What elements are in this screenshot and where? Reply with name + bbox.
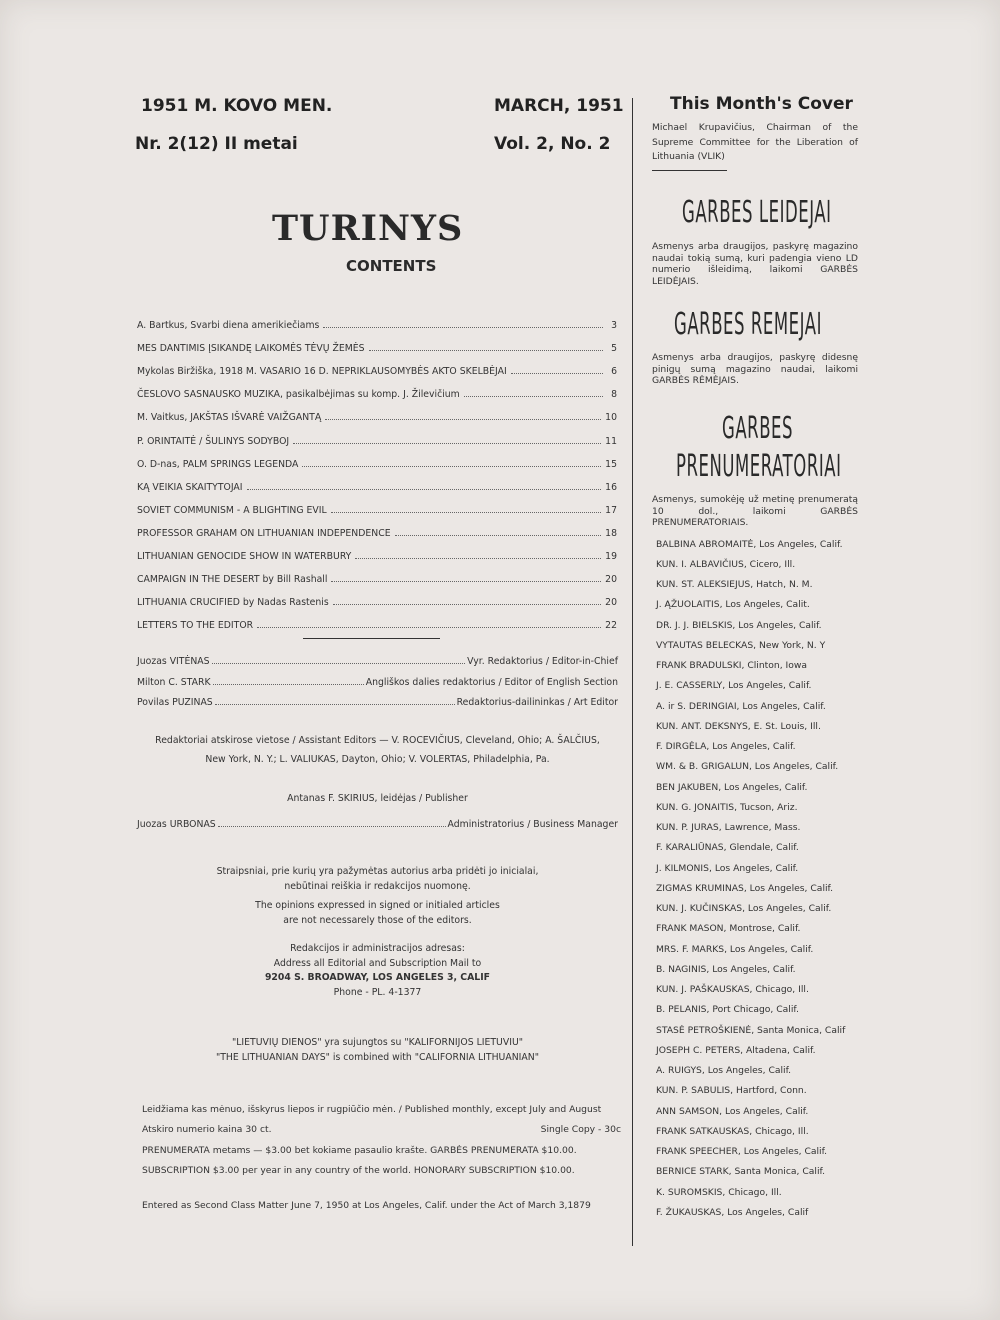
list-item: J. ĄŽUOLAITIS, Los Angeles, Calit. — [656, 599, 810, 611]
toc-title: CAMPAIGN IN THE DESERT by Bill Rashall — [137, 574, 328, 586]
section-divider — [303, 638, 440, 639]
leader-dots — [257, 627, 601, 628]
list-item: FRANK SPEECHER, Los Angeles, Calif. — [656, 1146, 828, 1158]
toc-title: SOVIET COMMUNISM - A BLIGHTING EVIL — [137, 504, 327, 516]
list-item: JOSEPH C. PETERS, Altadena, Calif. — [656, 1044, 816, 1056]
list-item: KUN. P. SABULIS, Hartford, Conn. — [656, 1085, 807, 1097]
list-item: KUN. ST. ALEKSIEJUS, Hatch, N. M. — [656, 579, 813, 591]
toc-row — [137, 608, 617, 631]
staff-row-english-editor — [137, 677, 618, 688]
single-copy-row — [142, 1124, 621, 1135]
honor-subscribers-list — [656, 534, 866, 1223]
toc-row — [137, 585, 617, 608]
cover-title: This Month's Cover — [670, 94, 853, 114]
leader-dots — [331, 512, 601, 513]
published-text: Leidžiama kas mėnuo, išskyrus liepos ir rugpiūčio mėn. / Published monthly, except July and August — [142, 1104, 602, 1115]
toc-row — [137, 400, 617, 423]
honor-publishers-heading: GARBES LEIDEJAI — [682, 195, 832, 230]
date-english: MARCH, 1951 — [494, 96, 624, 116]
disclaimer-lithuanian — [137, 865, 618, 894]
leader-dots — [293, 443, 601, 444]
toc-row — [137, 377, 617, 400]
toc-row — [137, 354, 617, 377]
list-item: KUN. G. JONAITIS, Tucson, Ariz. — [656, 801, 798, 813]
staff-name: Povilas PUZINAS — [137, 697, 213, 708]
honor-supporters-description: Asmenys arba draugijos, paskyrę didesnę pinigų sumą magazino naudai, laikomi GARBĖS RĖMĖJAIS. — [652, 352, 858, 386]
list-item: A. RUIGYS, Los Angeles, Calif. — [656, 1065, 792, 1077]
published-note — [142, 1104, 621, 1115]
column-divider — [632, 98, 633, 1246]
leader-dots — [355, 558, 601, 559]
disclaimer-english — [137, 899, 618, 928]
staff-role: Redaktorius-dailininkas / Art Editor — [456, 697, 618, 708]
prenumerata-text: PRENUMERATA metams — $3.00 bet kokiame pasaulio krašte. GARBĖS PRENUMERATA $10.00. — [142, 1145, 577, 1156]
contents-title: TURINYS — [272, 208, 464, 249]
list-item: B. PELANIS, Port Chicago, Calif. — [656, 1004, 799, 1016]
list-item: KUN. P. JURAS, Lawrence, Mass. — [656, 822, 801, 834]
honor-supporters-heading: GARBES REMEJAI — [674, 307, 822, 342]
toc-row — [137, 447, 617, 470]
leader-dots — [333, 604, 601, 605]
list-item: WM. & B. GRIGALUN, Los Angeles, Calif. — [656, 761, 839, 773]
toc-page-number: 11 — [605, 435, 617, 447]
address-phone: Phone - PL. 4-1377 — [333, 986, 422, 998]
merger-note — [137, 1036, 618, 1065]
list-item: FRANK SATKAUSKAS, Chicago, Ill. — [656, 1125, 809, 1137]
list-item: MRS. F. MARKS, Los Angeles, Calif. — [656, 943, 814, 955]
disclaimer-en-line1: The opinions expressed in signed or initialed articles — [255, 900, 500, 911]
subscription-text: SUBSCRIPTION $3.00 per year in any country of the world. HONORARY SUBSCRIPTION $10.00. — [142, 1165, 575, 1176]
toc-page-number: 20 — [605, 597, 617, 609]
staff-name: Juozas VITĖNAS — [137, 656, 210, 667]
single-copy-lt: Atskiro numerio kaina 30 ct. — [142, 1124, 272, 1135]
issue-lithuanian: Nr. 2(12) II metai — [135, 134, 298, 154]
staff-role: Administratorius / Business Manager — [447, 819, 618, 830]
list-item: BALBINA ABROMAITĖ, Los Angeles, Calif. — [656, 538, 843, 550]
toc-page-number: 17 — [605, 504, 617, 516]
list-item: STASĖ PETROŠKIENĖ, Santa Monica, Calif — [656, 1024, 846, 1036]
toc-page-number: 18 — [605, 527, 617, 539]
toc-page-number: 5 — [611, 343, 617, 355]
toc-row — [137, 539, 617, 562]
disclaimer-lt-line2: nebūtinai reiškia ir redakcijos nuomonę. — [284, 880, 471, 892]
toc-title: LITHUANIA CRUCIFIED by Nadas Rastenis — [137, 597, 329, 609]
toc-page-number: 8 — [611, 389, 617, 401]
leader-dots — [213, 684, 364, 685]
staff-row-business-manager — [137, 819, 618, 830]
staff-row-editor-in-chief — [137, 656, 618, 667]
toc-page-number: 19 — [605, 551, 617, 563]
date-lithuanian: 1951 M. KOVO MEN. — [141, 96, 333, 116]
list-item: ANN SAMSON, Los Angeles, Calif. — [656, 1105, 809, 1117]
leader-dots — [218, 826, 446, 827]
leader-dots — [302, 466, 601, 467]
list-item: J. KILMONIS, Los Angeles, Calif. — [656, 862, 799, 874]
toc-page-number: 15 — [605, 458, 617, 470]
toc-title: M. Vaitkus, JAKŠTAS IŠVARĖ VAIŽGANTĄ — [137, 412, 322, 424]
leader-dots — [511, 373, 603, 374]
leader-dots — [325, 419, 601, 420]
toc-title: Mykolas Biržiška, 1918 M. VASARIO 16 D. NEPRIKLAUSOMYBĖS AKTO SKELBĖJAI — [137, 366, 507, 378]
list-item: KUN. I. ALBAVIČIUS, Cicero, Ill. — [656, 558, 796, 570]
merger-lt: "LIETUVIŲ DIENOS" yra sujungtos su "KALIFORNIJOS LIETUVIU" — [231, 1037, 524, 1048]
assistant-editors — [137, 734, 618, 767]
list-item: FRANK BRADULSKI, Clinton, Iowa — [656, 660, 808, 672]
leader-dots — [215, 704, 455, 705]
list-item: BEN JAKUBEN, Los Angeles, Calif. — [656, 781, 808, 793]
contents-subtitle: CONTENTS — [346, 257, 437, 275]
toc-row — [137, 516, 617, 539]
toc-page-number: 16 — [605, 481, 617, 493]
list-item: J. E. CASSERLY, Los Angeles, Calif. — [656, 680, 812, 692]
list-item: ZIGMAS KRUMINAS, Los Angeles, Calif. — [656, 882, 834, 894]
honor-publishers-description: Asmenys arba draugijos, paskyrę magazino naudai tokią sumą, kuri padengia vieno LD numerio išleidimą, laikomi GARBĖS LEIDĖJAIS. — [652, 241, 858, 287]
list-item: VYTAUTAS BELECKAS, New York, N. Y — [656, 639, 826, 651]
toc-title: LITHUANIAN GENOCIDE SHOW IN WATERBURY — [137, 551, 352, 563]
toc-row — [137, 423, 617, 446]
leader-dots — [464, 396, 603, 397]
toc-title: O. D-nas, PALM SPRINGS LEGENDA — [137, 458, 299, 470]
toc-title: KĄ VEIKIA SKAITYTOJAI — [137, 481, 243, 493]
toc-title: A. Bartkus, Svarbi diena amerikiečiams — [137, 320, 320, 332]
address-block — [137, 942, 618, 1000]
toc-title: P. ORINTAITĖ / ŠULINYS SODYBOJ — [137, 435, 290, 447]
honor-subscribers-heading-1: GARBES — [722, 411, 794, 446]
disclaimer-lt-line1: Straipsniai, prie kurių yra pažymėtas autorius arba pridėti jo inicialai, — [216, 866, 539, 877]
entered-text: Entered as Second Class Matter June 7, 1950 at Los Angeles, Calif. under the Act of March 3,1879 — [142, 1200, 591, 1211]
leader-dots — [323, 327, 603, 328]
merger-en: "THE LITHUANIAN DAYS" is combined with "CALIFORNIA LITHUANIAN" — [215, 1051, 540, 1063]
staff-name: Milton C. STARK — [137, 677, 211, 688]
leader-dots — [247, 489, 602, 490]
list-item: KUN. ANT. DEKSNYS, E. St. Louis, Ill. — [656, 720, 821, 732]
toc-row — [137, 470, 617, 493]
staff-row-art-editor — [137, 697, 618, 708]
toc-page-number: 10 — [605, 412, 617, 424]
list-item: K. SUROMSKIS, Chicago, Ill. — [656, 1186, 782, 1198]
staff-role: Vyr. Redaktorius / Editor-in-Chief — [467, 656, 618, 667]
leader-dots — [395, 535, 602, 536]
toc-row — [137, 562, 617, 585]
cover-divider — [652, 170, 727, 171]
list-item: FRANK MASON, Montrose, Calif. — [656, 923, 801, 935]
staff-role: Angliškos dalies redaktorius / Editor of English Section — [365, 677, 618, 688]
list-item: KUN. J. PAŠKAUSKAS, Chicago, Ill. — [656, 984, 809, 996]
toc-title: ČESLOVO SASNAUSKO MUZIKA, pasikalbėjimas su komp. J. Žilevičium — [137, 389, 460, 401]
single-copy-en: Single Copy - 30c — [540, 1124, 621, 1135]
toc-page-number: 22 — [605, 620, 617, 632]
staff-name: Juozas URBONAS — [137, 819, 216, 830]
toc-page-number: 6 — [611, 366, 617, 378]
address-lt: Redakcijos ir administracijos adresas: — [290, 943, 465, 954]
honor-subscribers-heading-2: PRENUMERATORIAI — [676, 449, 842, 484]
subscription-row — [142, 1165, 621, 1176]
list-item: BERNICE STARK, Santa Monica, Calif. — [656, 1166, 825, 1178]
toc-title: PROFESSOR GRAHAM ON LITHUANIAN INDEPENDENCE — [137, 527, 391, 539]
leader-dots — [331, 581, 601, 582]
leader-dots — [212, 663, 466, 664]
publisher: Antanas F. SKIRIUS, leidėjas / Publisher — [287, 793, 468, 804]
leader-dots — [369, 350, 603, 351]
disclaimer-en-line2: are not necessarely those of the editors. — [283, 914, 472, 926]
assistant-editors-line1: Redaktoriai atskirose vietose / Assistant Editors — V. ROCEVIČIUS, Cleveland, Ohio; A. ŠALČIUS, — [155, 735, 600, 746]
issue-english: Vol. 2, No. 2 — [494, 134, 611, 154]
toc-row — [137, 493, 617, 516]
table-of-contents — [137, 308, 617, 631]
list-item: F. ŽUKAUSKAS, Los Angeles, Calif — [656, 1206, 809, 1218]
toc-page-number: 3 — [611, 320, 617, 332]
toc-row — [137, 331, 617, 354]
prenumerata-row — [142, 1145, 621, 1156]
list-item: KUN. J. KUČINSKAS, Los Angeles, Calif. — [656, 903, 832, 915]
toc-title: LETTERS TO THE EDITOR — [137, 620, 254, 632]
entered-row — [142, 1200, 621, 1211]
cover-description: Michael Krupavičius, Chairman of the Supreme Committee for the Liberation of Lithuania (VLIK) — [652, 122, 858, 162]
toc-title: MES DANTIMIS ĮSIKANDĘ LAIKOMĖS TĖVŲ ŽEMĖS — [137, 343, 365, 355]
list-item: A. ir S. DERINGIAI, Los Angeles, Calif. — [656, 700, 826, 712]
list-item: B. NAGINIS, Los Angeles, Calif. — [656, 963, 796, 975]
address-en: Address all Editorial and Subscription Mail to — [273, 957, 482, 969]
address-street: 9204 S. BROADWAY, LOS ANGELES 3, CALIF — [264, 972, 491, 983]
list-item: F. KARALIŪNAS, Glendale, Calif. — [656, 842, 799, 854]
assistant-editors-line2: New York, N. Y.; L. VALIUKAS, Dayton, Ohio; V. VOLERTAS, Philadelphia, Pa. — [205, 753, 550, 765]
toc-page-number: 20 — [605, 574, 617, 586]
toc-row — [137, 308, 617, 331]
honor-subscribers-description: Asmenys, sumokėję už metinę prenumeratą 10 dol., laikomi GARBĖS PRENUMERATORIAIS. — [652, 494, 858, 528]
list-item: DR. J. J. BIELSKIS, Los Angeles, Calif. — [656, 619, 822, 631]
list-item: F. DIRGĖLA, Los Angeles, Calif. — [656, 741, 796, 753]
